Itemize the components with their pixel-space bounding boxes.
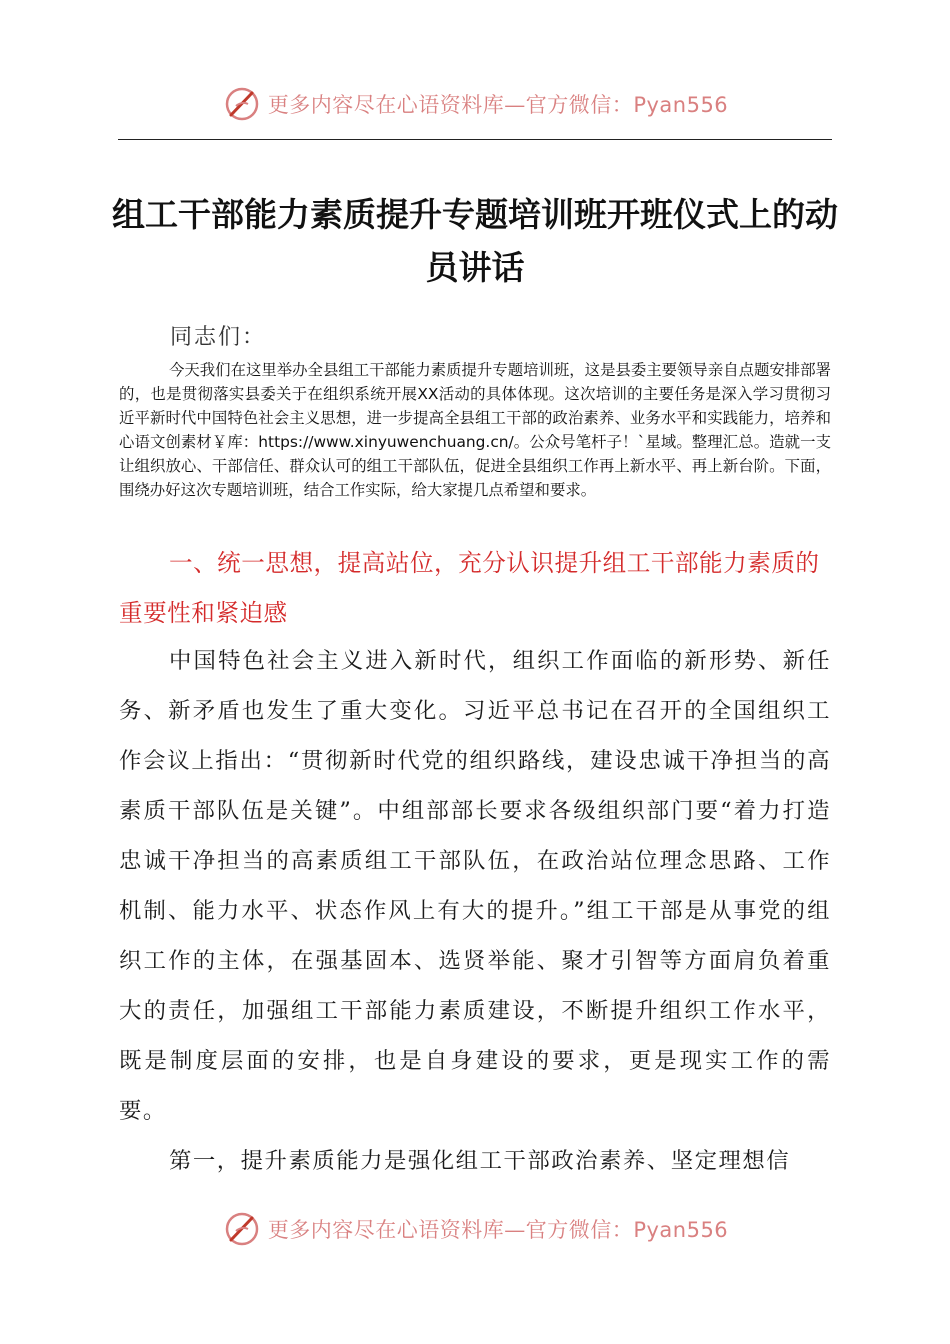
body-paragraph-2: 第一，提升素质能力是强化组工干部政治素养、坚定理想信 (169, 1148, 791, 1174)
wechat-id: Pyan556 (633, 1218, 729, 1242)
intro-paragraph: 今天我们在这里举办全县组工干部能力素质提升专题培训班，这是县委主要领导亲自点题安排部署的，也是贯彻落实县委关于在组织系统开展XX活动的具体体现。这次培训的主要任务是深入学习贯彻习近平新时代中国特色社会主义思想，进一步提高全县组工干部的政治素养、业务水平和实践能力，培养和心语文创素材￥库：https://www.xinyuwenchuang.cn/。公众号笔杆子！`星域。整理汇总。造就一支让组织放心、干部信任、群众认可的组工干部队伍，促进全县组织工作再上新水平、再上新台阶。下面，围绕办好这次专题培训班，结合工作实际，给大家提几点希望和要求。 (119, 361, 831, 499)
banner-text: 更多内容尽在心语资料库—官方微信：Pyan556 (267, 93, 729, 117)
section-heading-1: 一、统一思想，提高站位，充分认识提升组工干部能力素质的重要性和紧迫感 (119, 549, 820, 627)
body-paragraph-1: 中国特色社会主义进入新时代，组织工作面临的新形势、新任务、新矛盾也发生了重大变化。习近平总书记在召开的全国组织工作会议上指出：“贯彻新时代党的组织路线，建设忠诚干净担当的高素质干部队伍是关键”。中组部部长要求各级组织部门要“着力打造忠诚干净担当的高素质组工干部队伍，在政治站位理念思路、工作机制、能力水平、状态作风上有大的提升。”组工干部是从事党的组织工作的主体，在强基固本、选贤举能、聚才引智等方面肩负着重大的责任，加强组工干部能力素质建设，不断提升组织工作水平，既是制度层面的安排，也是自身建设的要求，更是现实工作的需要。 (119, 648, 831, 1124)
header-divider (118, 139, 832, 140)
footer-banner (0, 1207, 950, 1251)
salutation: 同志们： (170, 325, 267, 350)
body-text (119, 636, 831, 1186)
pen-logo-icon (222, 84, 262, 124)
banner-text: 更多内容尽在心语资料库—官方微信：Pyan556 (267, 1218, 729, 1242)
header-banner (0, 82, 950, 126)
document-title: 组工干部能力素质提升专题培训班开班仪式上的动员讲话 (112, 195, 838, 287)
pen-logo-icon (222, 1209, 262, 1249)
wechat-id: Pyan556 (633, 93, 729, 117)
